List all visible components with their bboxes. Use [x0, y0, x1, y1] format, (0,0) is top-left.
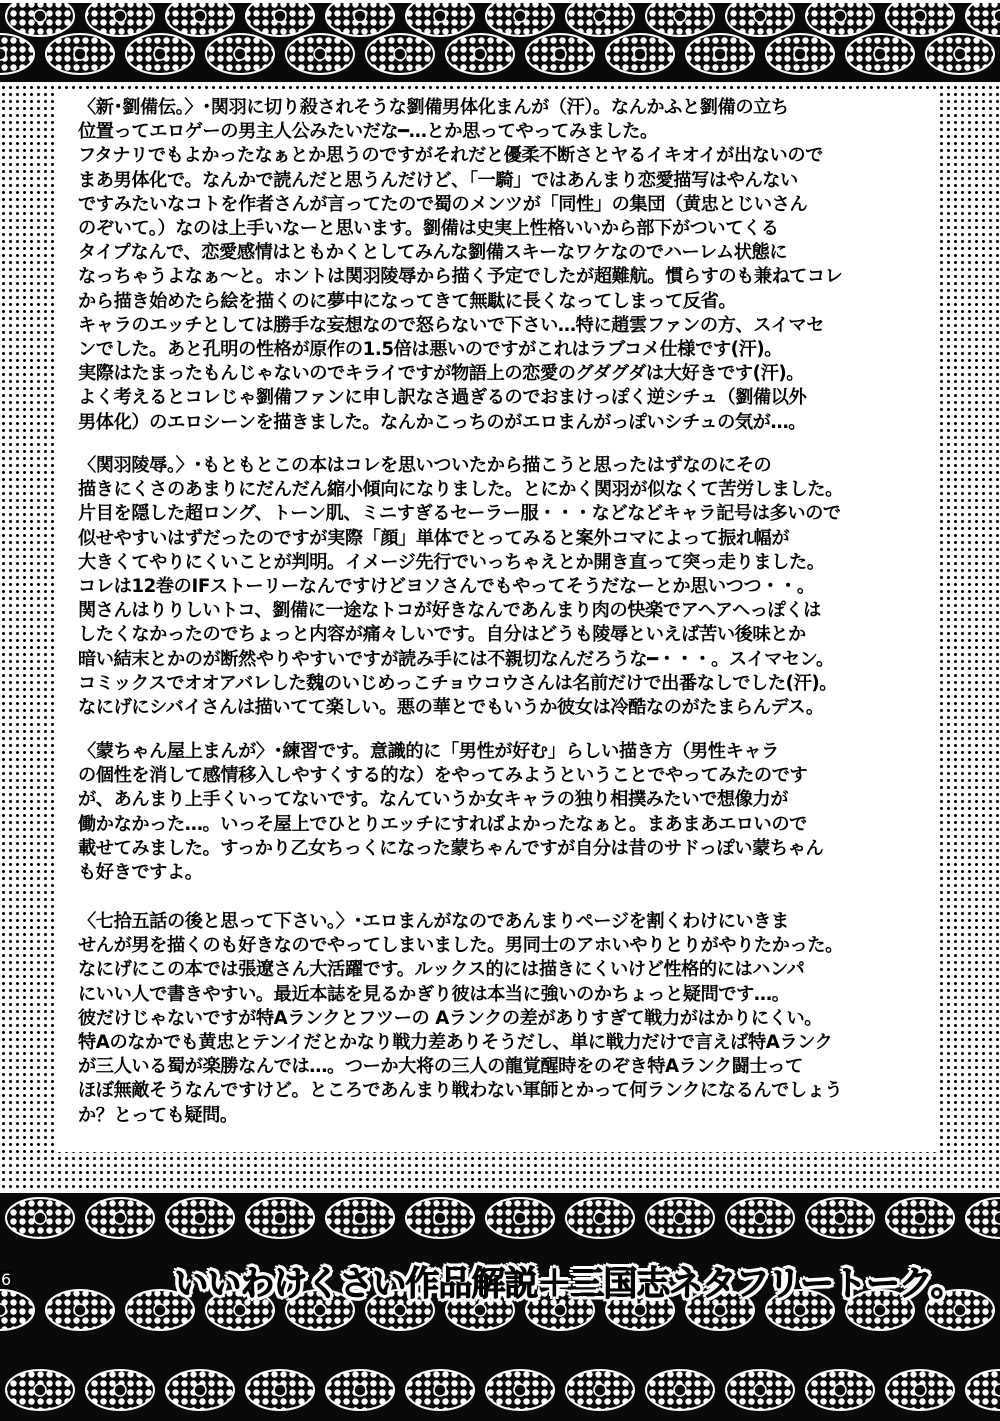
text-line: なにげにシバイさんは描いてて楽しい。悪の華とでもいうか彼女は冷酷なのがたまらんデス。: [78, 697, 824, 719]
text-line: コレは12巻のIFストーリーなんですけどヨソさんでもやってそうだなーとか思いつつ・・。: [78, 576, 815, 598]
text-line: 〈新･劉備伝。〉･関羽に切り殺されそうな劉備男体化まんが（汗）。なんかふと劉備の立ち: [78, 97, 789, 118]
section-liubei: [78, 96, 908, 435]
text-line: か？とっても疑問。: [78, 1104, 238, 1126]
text-line: 特Aのなかでも黄忠とテンイだとかなり戦力差ありそうだし、単に戦力だけで言えば特Aランク: [78, 1032, 833, 1054]
text-line: 〈関羽陵辱。〉･もともとこの本はコレを思いついたから描こうと思ったはずなのにその: [78, 455, 772, 476]
text-line: のぞいて。）なのは上手いなーと思います。劉備は史実上性格いいから部下がついてくる: [78, 218, 779, 240]
page-number: 6: [1, 1270, 12, 1289]
text-line: の個性を消して感情移入しやすくする的な）をやってみようということでやってみたのです: [78, 765, 808, 787]
text-line: よく考えるとコレじゃ劉備ファンに申し訳なさ過ぎるのでおまけっぽく逆シチュ（劉備以外: [78, 387, 807, 409]
text-line: 関さんはりりしいトコ、劉備に一途なトコが好きなんであんまり肉の快楽でアヘアヘっぽくは: [78, 600, 821, 622]
text-line: なっちゃうよなぁ～と。ホントは関羽陵辱から描く予定でしたが超難航。慣らすのも兼ねてコレ: [78, 266, 843, 288]
text-line: 描きにくさのあまりにだんだん縮小傾向になりました。とにかく関羽が似なくて苦労しました。: [78, 479, 843, 501]
text-line: キャラのエッチとしては勝手な妄想なので怒らないで下さい…特に趙雲ファンの方、スイマセ: [78, 314, 824, 336]
lace-border-bottom: [0, 1190, 1000, 1421]
text-line: が三人いる蜀が楽勝なんでは…。つーか大将の三人の龍覚醒時をのぞき特Aランク闘士って: [78, 1056, 803, 1078]
text-line: せんが男を描くのも好きなのでやってしまいました。男同士のアホいやりとりがやりたかった。: [78, 935, 843, 957]
text-line: 暗い結末とかのが断然やりやすいですが読み手には不親切なんだろうな━・・・。スイマセン。: [78, 648, 834, 670]
text-line: 載せてみました。すっかり乙女ちっくになった蒙ちゃんですが自分は昔のサドっぽい蒙ちゃん: [78, 837, 824, 859]
text-line: も好きですよ。: [78, 862, 203, 884]
text-line: コミックスでオオアバレした魏のいじめっこチョウコウさんは名前だけで出番なしでした(汗)。: [78, 672, 838, 694]
text-line: 働かなかった…。いっそ屋上でひとりエッチにすればよかったなぁと。まあまあエロいので: [78, 813, 807, 835]
footer-title-band: [174, 1258, 964, 1304]
footer-title: いいわけくさい作品解説＋三国志ネタフリートーク。: [174, 1263, 964, 1304]
section-mou-rooftop: [78, 740, 908, 885]
text-line: から描き始めたら絵を描くのに夢中になってきて無駄に長くなってしまって反省。: [78, 290, 737, 312]
text-line: 〈蒙ちゃん屋上まんが〉･練習です。意識的に「男性が好む」らしい描き方（男性キャラ: [78, 741, 779, 762]
text-line: したくなかったのでちょっと内容が痛々しいです。自分はどうも陵辱といえば苦い後味とか: [78, 624, 806, 646]
text-line: が、あんまり上手くいってないです。なんていうか女キャラの独り相撲みたいで想像力が: [78, 789, 789, 811]
text-line: タイプなんで、恋愛感情はともかくとしてみんな劉備スキーなワケなのでハーレム状態に: [78, 242, 788, 264]
text-line: にいい人で書きやすい。最近本誌を見るかぎり彼は本当に強いのかちょっと疑問です…。: [78, 983, 790, 1005]
text-line: 大きくてやりにくいことが判明。イメージ先行でいっちゃえとか開き直って突っ走りました。: [78, 551, 825, 573]
text-line: まあ男体化で。なんかで読んだと思うんだけど、「一騎」ではあんまり恋愛描写はやんない: [78, 169, 798, 191]
text-line: 実際はたまったもんじゃないのでキライですが物語上の恋愛のグダグダは大好きです(汗)。: [78, 363, 805, 385]
section-kanu: [78, 454, 908, 720]
text-line: 〈七拾五話の後と思って下さい。〉･エロまんがなのであんまりページを割くわけにいきま: [78, 911, 789, 932]
text-line: ほぼ無敵そうなんですけど。ところであんまり戦わない軍師とかって何ランクになるんでしょう: [78, 1080, 843, 1102]
lace-border-top: [0, 0, 1000, 82]
text-line: ですみたいなコトを作者さんが言ってたので蜀のメンツが「同性」の集団（黄忠とじいさん: [78, 193, 808, 215]
text-line: 彼だけじゃないですが特Aランクとフツーの Aランクの差がありすぎて戦力がはかりにくい。: [78, 1007, 823, 1029]
text-line: 似せやすいはずだったのですが実際「顔」単体でとってみると案外コマによって振れ幅が: [78, 527, 790, 549]
text-line: 片目を隠した超ロング、トーン肌、ミニすぎるセーラー服・・・などなどキャラ記号は多いので: [78, 503, 841, 525]
text-line: 位置ってエロゲーの男主人公みたいだな━…とか思ってやってみました。: [78, 121, 658, 143]
text-line: ンでした。あと孔明の性格が原作の1.5倍は悪いのですがこれはラブコメ仕様です(汗)。: [78, 339, 783, 361]
text-line: 男体化）のエロシーンを描きました。なんかこっちのがエロまんがっぽいシチュの気が…。: [78, 411, 807, 433]
text-line: なにげにこの本では張遼さん大活躍です。ルックス的には描きにくいけど性格的にはハンパ: [78, 959, 805, 981]
section-episode75: [78, 910, 908, 1128]
text-line: フタナリでもよかったなぁとか思うのですがそれだと優柔不断さとヤるイキオイが出ないので: [78, 145, 823, 167]
